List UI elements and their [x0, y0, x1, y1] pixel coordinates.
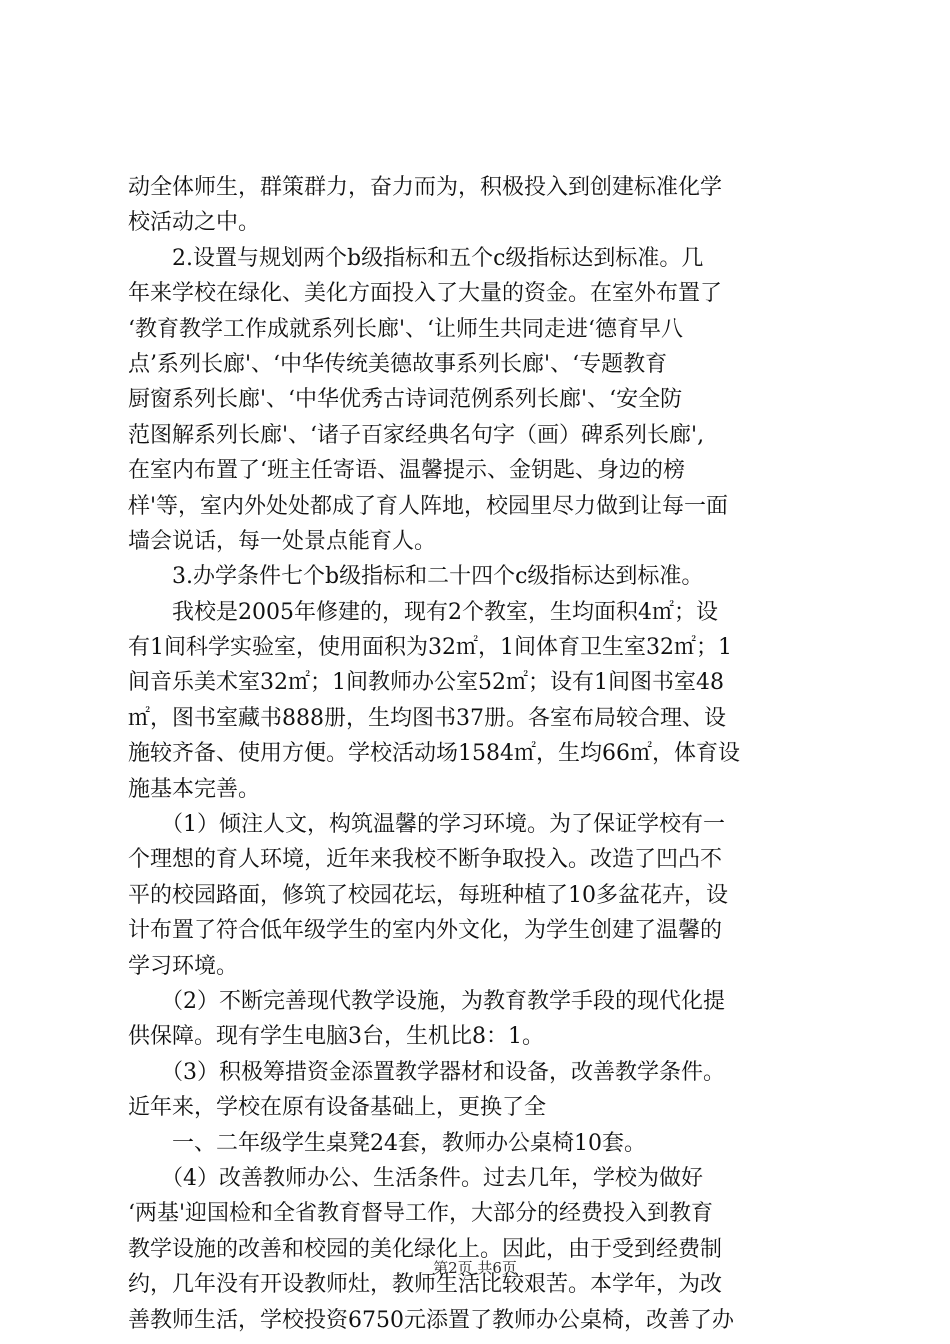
text-line: （1）倾注人文，构筑温馨的学习环境。为了保证学校有一: [128, 812, 725, 838]
text-line: 施较齐备、使用方便。学校活动场1584㎡，生均66㎡，体育设: [128, 741, 740, 767]
text-line: 一、二年级学生桌凳24套，教师办公桌椅10套。: [128, 1130, 646, 1156]
text-line: 在室内布置了‘班主任寄语、温馨提示、金钥匙、身边的榜: [128, 458, 685, 484]
text-line: 厨窗系列长廊'、‘中华优秀古诗词范例系列长廊'、‘安全防: [128, 387, 683, 413]
text-line: （4）改善教师办公、生活条件。过去几年，学校为做好: [128, 1165, 703, 1191]
text-line: 3.办学条件七个b级指标和二十四个c级指标达到标准。: [128, 564, 704, 590]
document-body: [128, 170, 844, 1338]
text-line: 教学设施的改善和校园的美化绿化上。因此，由于受到经费制: [128, 1236, 723, 1262]
text-line: 动全体师生，群策群力，奋力而为，积极投入到创建标准化学: [128, 175, 723, 200]
text-line: 近年来，学校在原有设备基础上，更换了全: [128, 1095, 547, 1121]
text-line: 平的校园路面，修筑了校园花坛，每班种植了10多盆花卉，设: [128, 882, 728, 908]
text-line: 年来学校在绿化、美化方面投入了大量的资金。在室外布置了: [128, 281, 723, 307]
text-line: 有1间科学实验室，使用面积为32㎡，1间体育卫生室32㎡；1: [128, 635, 732, 661]
text-line: ‘两基'迎国检和全省教育督导工作，大部分的经费投入到教育: [128, 1201, 714, 1227]
text-line: 计布置了符合低年级学生的室内外文化，为学生创建了温馨的: [128, 918, 723, 944]
page-number-footer: 第2页 共6页: [433, 1259, 517, 1277]
text-line: 墙会说话，每一处景点能育人。: [128, 528, 437, 554]
text-line: 供保障。现有学生电脑3台，生机比8：1。: [128, 1024, 544, 1050]
text-line: 范图解系列长廊'、‘诸子百家经典名句字（画）碑系列长廊',: [128, 422, 705, 448]
text-line: （2）不断完善现代教学设施，为教育教学手段的现代化提: [128, 988, 725, 1014]
text-line: 点’系列长廊'、‘中华传统美德故事系列长廊'、‘专题教育: [128, 351, 668, 377]
text-line: 个理想的育人环境，近年来我校不断争取投入。改造了凹凸不: [128, 847, 723, 873]
text-line: （3）积极筹措资金添置教学器材和设备，改善教学条件。: [128, 1059, 725, 1085]
text-line: ㎡，图书室藏书888册，生均图书37册。各室布局较合理、设: [128, 705, 726, 731]
text-line: 学习环境。: [128, 953, 239, 979]
text-line: 2.设置与规划两个b级指标和五个c级指标达到标准。几: [128, 245, 704, 271]
text-line: 我校是2005年修建的，现有2个教室，生均面积4㎡；设: [128, 599, 718, 625]
text-line: 善教师生活，学校投资6750元添置了教师办公桌椅，改善了办: [128, 1307, 734, 1333]
text-line: 约，几年没有开设教师灶，教师生活比较艰苦。本学年，为改: [128, 1272, 723, 1298]
text-line: 施基本完善。: [128, 776, 261, 802]
text-line: 校活动之中。: [128, 210, 261, 236]
text-line: 间音乐美术室32㎡；1间教师办公室52㎡；设有1间图书室48: [128, 670, 724, 696]
text-line: 样'等，室内外处处都成了育人阵地，校园里尽力做到让每一面: [128, 493, 729, 519]
text-line: ‘教育教学工作成就系列长廊'、‘让师生共同走进‘德育早八: [128, 316, 684, 342]
